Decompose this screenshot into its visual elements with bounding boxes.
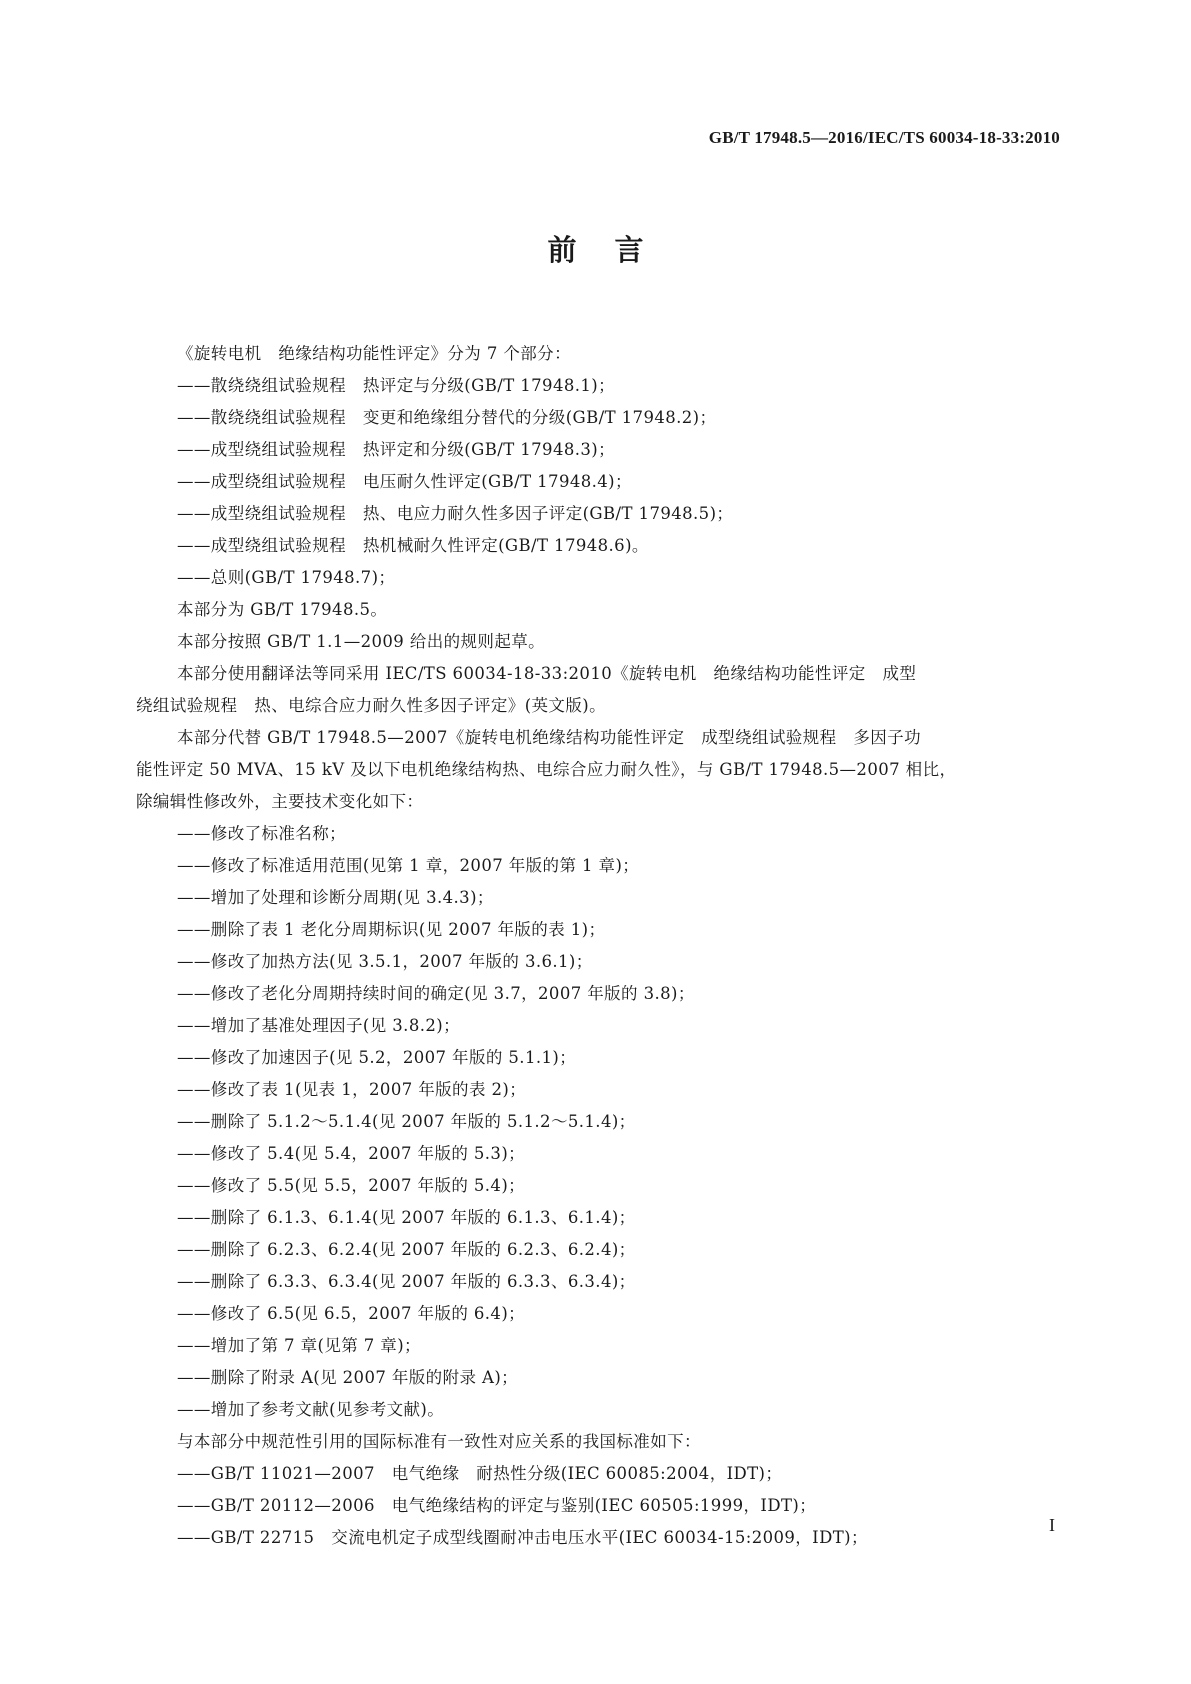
intro-paragraph: 《旋转电机 绝缘结构功能性评定》分为 7 个部分： <box>177 344 571 363</box>
list-item: ——删除了表 1 老化分周期标识(见 2007 年版的表 1)； <box>177 920 606 939</box>
paragraph-line: 本部分使用翻译法等同采用 IEC/TS 60034-18-33:2010《旋转电机 绝缘结构功能性评定 成型 <box>177 664 917 683</box>
list-item: ——删除了 5.1.2～5.1.4(见 2007 年版的 5.1.2～5.1.4)； <box>177 1112 636 1131</box>
parts-list <box>177 370 1057 594</box>
list-item: ——成型绕组试验规程 热、电应力耐久性多因子评定(GB/T 17948.5)； <box>177 504 734 523</box>
list-item: ——成型绕组试验规程 热评定和分级(GB/T 17948.3)； <box>177 440 616 459</box>
list-item: ——修改了 6.5(见 6.5，2007 年版的 6.4)； <box>177 1304 526 1323</box>
standard-code-header: GB/T 17948.5—2016/IEC/TS 60034-18-33:2010 <box>708 128 1060 147</box>
page-number: I <box>1049 1515 1055 1535</box>
list-item: ——删除了附录 A(见 2007 年版的附录 A)； <box>177 1368 519 1387</box>
list-item: ——GB/T 22715 交流电机定子成型线圈耐冲击电压水平(IEC 60034-15:2009，IDT)； <box>177 1528 868 1547</box>
list-item: ——修改了老化分周期持续时间的确定(见 3.7，2007 年版的 3.8)； <box>177 984 695 1003</box>
list-item: ——修改了 5.5(见 5.5，2007 年版的 5.4)； <box>177 1176 526 1195</box>
part-paragraph: 本部分为 GB/T 17948.5。 <box>177 600 388 619</box>
list-item: ——修改了加热方法(见 3.5.1，2007 年版的 3.6.1)； <box>177 952 593 971</box>
correspondence-list <box>177 1458 1057 1554</box>
list-item: ——删除了 6.1.3、6.1.4(见 2007 年版的 6.1.3、6.1.4)； <box>177 1208 636 1227</box>
list-item: ——总则(GB/T 17948.7)； <box>177 568 396 587</box>
list-item: ——GB/T 20112—2006 电气绝缘结构的评定与鉴别(IEC 60505:1999，IDT)； <box>177 1496 817 1515</box>
list-item: ——删除了 6.3.3、6.3.4(见 2007 年版的 6.3.3、6.3.4)； <box>177 1272 636 1291</box>
paragraph-line: 除编辑性修改外，主要技术变化如下： <box>136 792 424 811</box>
list-item: ——修改了加速因子(见 5.2，2007 年版的 5.1.1)； <box>177 1048 577 1067</box>
replace-paragraph <box>136 722 1057 818</box>
list-item: ——散绕绕组试验规程 变更和绝缘组分替代的分级(GB/T 17948.2)； <box>177 408 717 427</box>
foreword-body <box>136 338 1057 1554</box>
list-item: ——修改了标准适用范围(见第 1 章，2007 年版的第 1 章)； <box>177 856 640 875</box>
correspondence-paragraph: 与本部分中规范性引用的国际标准有一致性对应关系的我国标准如下： <box>177 1432 701 1451</box>
list-item: ——成型绕组试验规程 电压耐久性评定(GB/T 17948.4)； <box>177 472 632 491</box>
translation-paragraph <box>136 658 1057 722</box>
paragraph-line: 本部分代替 GB/T 17948.5—2007《旋转电机绝缘结构功能性评定 成型绕组试验规程 多因子功 <box>177 728 921 747</box>
list-item: ——增加了处理和诊断分周期(见 3.4.3)； <box>177 888 494 907</box>
list-item: ——散绕绕组试验规程 热评定与分级(GB/T 17948.1)； <box>177 376 616 395</box>
list-item: ——增加了参考文献(见参考文献)。 <box>177 1400 445 1419</box>
page-title: 前言 <box>547 233 682 267</box>
list-item: ——删除了 6.2.3、6.2.4(见 2007 年版的 6.2.3、6.2.4)； <box>177 1240 636 1259</box>
list-item: ——修改了 5.4(见 5.4，2007 年版的 5.3)； <box>177 1144 526 1163</box>
list-item: ——成型绕组试验规程 热机械耐久性评定(GB/T 17948.6)。 <box>177 536 649 555</box>
paragraph-line: 绕组试验规程 热、电综合应力耐久性多因子评定》(英文版)。 <box>136 696 606 715</box>
list-item: ——增加了基准处理因子(见 3.8.2)； <box>177 1016 461 1035</box>
list-item: ——增加了第 7 章(见第 7 章)； <box>177 1336 421 1355</box>
paragraph-line: 能性评定 50 MVA、15 kV 及以下电机绝缘结构热、电综合应力耐久性》，与 GB/T 17948.5—2007 相比， <box>136 760 957 779</box>
changes-list <box>177 818 1057 1426</box>
list-item: ——修改了标准名称； <box>177 824 346 843</box>
list-item: ——修改了表 1(见表 1，2007 年版的表 2)； <box>177 1080 527 1099</box>
list-item: ——GB/T 11021—2007 电气绝缘 耐热性分级(IEC 60085:2004，IDT)； <box>177 1464 783 1483</box>
rules-paragraph: 本部分按照 GB/T 1.1—2009 给出的规则起草。 <box>177 632 546 651</box>
